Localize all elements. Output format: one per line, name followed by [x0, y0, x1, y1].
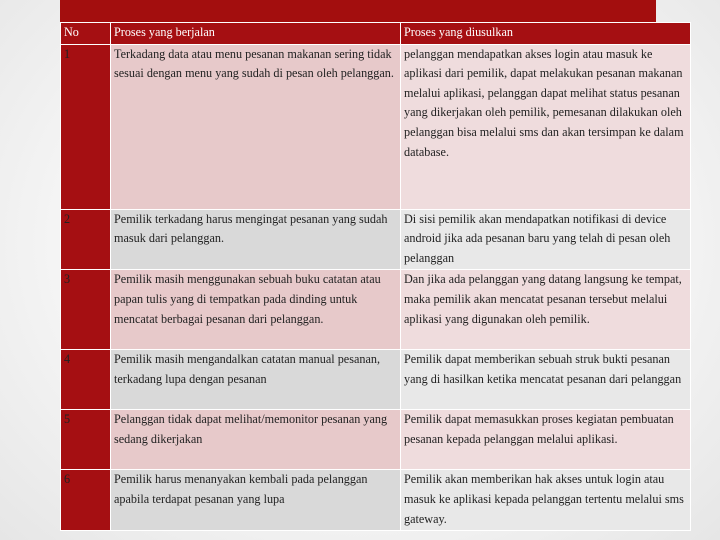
current-process-cell: Pemilik masih mengandalkan catatan manual pesanan, terkadang lupa dengan pesanan — [111, 350, 401, 410]
header-proposed-process: Proses yang diusulkan — [401, 23, 691, 45]
header-current-process: Proses yang berjalan — [111, 23, 401, 45]
table-row — [61, 350, 691, 410]
header-no: No — [61, 23, 111, 45]
proposed-process-cell: Pemilik akan memberikan hak akses untuk login atau masuk ke aplikasi kepada pelanggan tertentu melalui sms gateway. — [401, 470, 691, 531]
proposed-process-cell: Pemilik dapat memberikan sebuah struk bukti pesanan yang di hasilkan ketika mencatat pesanan dari pelanggan — [401, 350, 691, 410]
proposed-process-cell: Pemilik dapat memasukkan proses kegiatan pembuatan pesanan kepada pelanggan melalui aplikasi. — [401, 410, 691, 470]
current-process-cell: Pelanggan tidak dapat melihat/memonitor pesanan yang sedang dikerjakan — [111, 410, 401, 470]
title-bar — [60, 0, 656, 22]
current-process-cell: Pemilik terkadang harus mengingat pesanan yang sudah masuk dari pelanggan. — [111, 209, 401, 270]
proposed-process-cell: pelanggan mendapatkan akses login atau masuk ke aplikasi dari pemilik, dapat melakukan pesanan makanan melalui aplikasi, pelanggan dapat melihat status pesanan yang dikerjakan oleh pemilik, pemesanan dilakukan oleh pelanggan bisa melalui sms dan akan tersimpan ke dalam database. — [401, 44, 691, 209]
proposed-process-cell: Di sisi pemilik akan mendapatkan notifikasi di device android jika ada pesanan baru yang telah di pesan oleh pelanggan — [401, 209, 691, 270]
proposed-process-cell: Dan jika ada pelanggan yang datang langsung ke tempat, maka pemilik akan mencatat pesanan tersebut melalui aplikasi yang digunakan oleh pemilik. — [401, 270, 691, 350]
table-row — [61, 410, 691, 470]
current-process-cell: Pemilik harus menanyakan kembali pada pelanggan apabila terdapat pesanan yang lupa — [111, 470, 401, 531]
table-row — [61, 44, 691, 209]
table-row — [61, 209, 691, 270]
table-row — [61, 270, 691, 350]
row-number: 2 — [61, 209, 111, 270]
current-process-cell: Terkadang data atau menu pesanan makanan sering tidak sesuai dengan menu yang sudah di pesan oleh pelanggan. — [111, 44, 401, 209]
row-number: 1 — [61, 44, 111, 209]
row-number: 5 — [61, 410, 111, 470]
process-comparison-table — [60, 22, 691, 531]
table-row — [61, 470, 691, 531]
table-header-row — [61, 23, 691, 45]
row-number: 3 — [61, 270, 111, 350]
row-number: 4 — [61, 350, 111, 410]
row-number: 6 — [61, 470, 111, 531]
current-process-cell: Pemilik masih menggunakan sebuah buku catatan atau papan tulis yang di tempatkan pada dinding untuk mencatat berbagai pesanan dari pelanggan. — [111, 270, 401, 350]
